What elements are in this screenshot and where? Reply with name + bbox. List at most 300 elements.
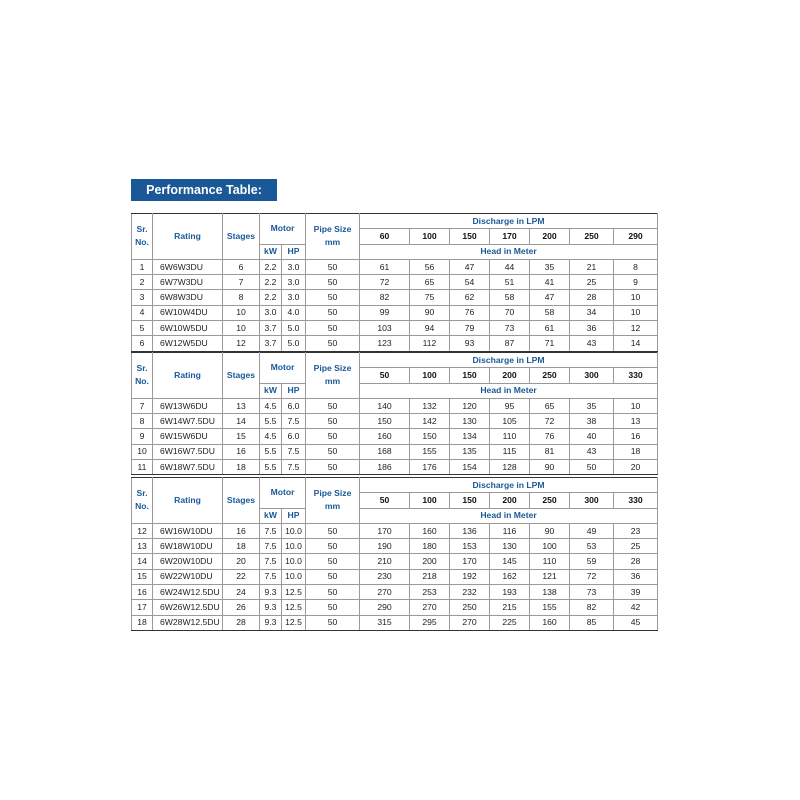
sr-no-cell: 11 [132, 460, 153, 475]
kw-cell: 9.3 [260, 615, 282, 630]
kw-cell: 7.5 [260, 554, 282, 569]
head-cell: 65 [530, 398, 570, 413]
stages-cell: 18 [223, 539, 260, 554]
stages-cell: 10 [223, 305, 260, 320]
flow-value: 60 [360, 229, 410, 244]
flow-value: 200 [490, 493, 530, 508]
head-cell: 58 [490, 290, 530, 305]
pipe-size-cell: 50 [306, 336, 360, 351]
head-cell: 72 [530, 414, 570, 429]
head-cell: 115 [490, 444, 530, 459]
table-row [132, 585, 712, 600]
head-cell: 250 [450, 600, 490, 615]
head-cell: 85 [570, 615, 614, 630]
rating-cell: 6W18W10DU [153, 539, 223, 554]
rating-cell: 6W8W3DU [153, 290, 223, 305]
pipe-size-cell: 50 [306, 305, 360, 320]
sr-no-header [132, 478, 153, 524]
hp-cell: 3.0 [282, 275, 306, 290]
head-cell: 23 [614, 523, 658, 538]
stages-cell: 10 [223, 321, 260, 336]
stages-cell: 24 [223, 585, 260, 600]
table-row [132, 460, 712, 475]
kw-cell: 4.5 [260, 398, 282, 413]
sr-label: Sr. [136, 363, 148, 374]
pipe-size-cell: 50 [306, 615, 360, 630]
rating-cell: 6W10W5DU [153, 321, 223, 336]
pipe-size-cell: 50 [306, 444, 360, 459]
head-cell: 218 [410, 569, 450, 584]
head-cell: 105 [490, 414, 530, 429]
sr-no-cell: 15 [132, 569, 153, 584]
rating-header: Rating [153, 353, 223, 399]
stages-header: Stages [223, 214, 260, 260]
head-cell: 76 [450, 305, 490, 320]
hp-header: HP [282, 383, 306, 398]
head-cell: 295 [410, 615, 450, 630]
table-row [132, 429, 712, 444]
performance-table-1 [131, 213, 712, 352]
header-row [132, 353, 712, 368]
pipe-size-cell: 50 [306, 569, 360, 584]
sr-no-cell: 17 [132, 600, 153, 615]
sr-no-cell: 2 [132, 275, 153, 290]
flow-value: 50 [360, 493, 410, 508]
stages-cell: 28 [223, 615, 260, 630]
sr-label: Sr. [136, 224, 148, 235]
sr-label: Sr. [136, 488, 148, 499]
kw-cell: 4.5 [260, 429, 282, 444]
head-cell: 75 [410, 290, 450, 305]
head-cell: 10 [614, 305, 658, 320]
head-cell: 112 [410, 336, 450, 351]
sr-no-cell: 6 [132, 336, 153, 351]
flow-value: 200 [490, 368, 530, 383]
rating-cell: 6W15W6DU [153, 429, 223, 444]
hp-cell: 3.0 [282, 259, 306, 274]
flow-value: 150 [450, 229, 490, 244]
pipe-size-label: Pipe Size [313, 363, 352, 374]
pipe-unit-label: mm [324, 237, 341, 248]
no-label: No. [135, 501, 149, 512]
stages-cell: 6 [223, 259, 260, 274]
pipe-size-cell: 50 [306, 321, 360, 336]
head-cell: 90 [410, 305, 450, 320]
head-cell: 232 [450, 585, 490, 600]
head-cell: 28 [570, 290, 614, 305]
head-cell: 134 [450, 429, 490, 444]
rating-cell: 6W18W7.5DU [153, 460, 223, 475]
hp-header: HP [282, 244, 306, 259]
hp-cell: 12.5 [282, 585, 306, 600]
head-cell: 36 [614, 569, 658, 584]
kw-cell: 5.5 [260, 460, 282, 475]
head-cell: 160 [360, 429, 410, 444]
head-cell: 253 [410, 585, 450, 600]
head-cell: 49 [570, 523, 614, 538]
head-cell: 72 [360, 275, 410, 290]
head-cell: 290 [360, 600, 410, 615]
pipe-size-cell: 50 [306, 539, 360, 554]
hp-cell: 6.0 [282, 429, 306, 444]
flow-value: 250 [570, 229, 614, 244]
head-cell: 53 [570, 539, 614, 554]
head-header: Head in Meter [360, 244, 658, 259]
kw-cell: 5.5 [260, 414, 282, 429]
head-header: Head in Meter [360, 508, 658, 523]
head-cell: 135 [450, 444, 490, 459]
sr-no-header [132, 214, 153, 260]
table-row [132, 259, 712, 274]
sr-no-cell: 16 [132, 585, 153, 600]
hp-cell: 7.5 [282, 444, 306, 459]
stages-header: Stages [223, 353, 260, 399]
head-cell: 45 [614, 615, 658, 630]
table-row [132, 414, 712, 429]
performance-table-title: Performance Table: [131, 179, 277, 201]
head-cell: 50 [570, 460, 614, 475]
table-row [132, 305, 712, 320]
head-cell: 136 [450, 523, 490, 538]
head-cell: 110 [490, 429, 530, 444]
table-header [132, 353, 712, 399]
head-cell: 93 [450, 336, 490, 351]
performance-table-3 [131, 477, 712, 631]
head-cell: 12 [614, 321, 658, 336]
head-cell: 225 [490, 615, 530, 630]
head-cell: 35 [570, 398, 614, 413]
head-cell: 14 [614, 336, 658, 351]
head-cell: 28 [614, 554, 658, 569]
head-cell: 73 [490, 321, 530, 336]
hp-cell: 12.5 [282, 600, 306, 615]
hp-cell: 7.5 [282, 414, 306, 429]
head-cell: 103 [360, 321, 410, 336]
head-cell: 142 [410, 414, 450, 429]
sr-no-cell: 8 [132, 414, 153, 429]
rating-cell: 6W22W10DU [153, 569, 223, 584]
rating-cell: 6W26W12.5DU [153, 600, 223, 615]
head-cell: 61 [360, 259, 410, 274]
sr-no-cell: 18 [132, 615, 153, 630]
kw-cell: 7.5 [260, 539, 282, 554]
hp-cell: 4.0 [282, 305, 306, 320]
sr-no-cell: 14 [132, 554, 153, 569]
head-cell: 100 [530, 539, 570, 554]
head-cell: 71 [530, 336, 570, 351]
flow-value: 200 [530, 229, 570, 244]
head-cell: 44 [490, 259, 530, 274]
motor-header: Motor [260, 214, 306, 245]
hp-cell: 3.0 [282, 290, 306, 305]
table-row [132, 600, 712, 615]
head-cell: 130 [490, 539, 530, 554]
head-cell: 128 [490, 460, 530, 475]
head-cell: 90 [530, 460, 570, 475]
table-row [132, 569, 712, 584]
head-cell: 79 [450, 321, 490, 336]
head-cell: 61 [530, 321, 570, 336]
head-cell: 43 [570, 336, 614, 351]
stages-cell: 8 [223, 290, 260, 305]
flow-value: 50 [360, 368, 410, 383]
head-cell: 123 [360, 336, 410, 351]
table-row [132, 615, 712, 630]
head-cell: 47 [450, 259, 490, 274]
head-cell: 153 [450, 539, 490, 554]
head-cell: 87 [490, 336, 530, 351]
head-cell: 230 [360, 569, 410, 584]
head-cell: 58 [530, 305, 570, 320]
discharge-header: Discharge in LPM [360, 478, 658, 493]
flow-value: 300 [570, 493, 614, 508]
head-cell: 150 [360, 414, 410, 429]
sr-no-cell: 3 [132, 290, 153, 305]
head-cell: 315 [360, 615, 410, 630]
flow-value: 170 [490, 229, 530, 244]
pipe-size-header [306, 214, 360, 260]
sr-no-cell: 7 [132, 398, 153, 413]
pipe-size-cell: 50 [306, 290, 360, 305]
sr-no-cell: 4 [132, 305, 153, 320]
head-cell: 200 [410, 554, 450, 569]
flow-value: 300 [570, 368, 614, 383]
head-cell: 270 [410, 600, 450, 615]
head-cell: 65 [410, 275, 450, 290]
pipe-size-cell: 50 [306, 398, 360, 413]
head-cell: 81 [530, 444, 570, 459]
pipe-size-cell: 50 [306, 460, 360, 475]
head-cell: 270 [450, 615, 490, 630]
flow-value: 150 [450, 368, 490, 383]
head-cell: 25 [570, 275, 614, 290]
no-label: No. [135, 376, 149, 387]
head-cell: 34 [570, 305, 614, 320]
kw-header: kW [260, 508, 282, 523]
head-cell: 170 [450, 554, 490, 569]
motor-header: Motor [260, 353, 306, 384]
sr-no-cell: 12 [132, 523, 153, 538]
head-cell: 132 [410, 398, 450, 413]
head-cell: 36 [570, 321, 614, 336]
pipe-size-header [306, 478, 360, 524]
rating-cell: 6W20W10DU [153, 554, 223, 569]
flow-value: 100 [410, 493, 450, 508]
stages-cell: 18 [223, 460, 260, 475]
stages-cell: 7 [223, 275, 260, 290]
head-cell: 193 [490, 585, 530, 600]
head-cell: 155 [530, 600, 570, 615]
head-cell: 21 [570, 259, 614, 274]
head-cell: 70 [490, 305, 530, 320]
rating-header: Rating [153, 214, 223, 260]
head-cell: 40 [570, 429, 614, 444]
hp-cell: 7.5 [282, 460, 306, 475]
head-cell: 38 [570, 414, 614, 429]
head-cell: 43 [570, 444, 614, 459]
hp-cell: 5.0 [282, 336, 306, 351]
head-cell: 13 [614, 414, 658, 429]
head-cell: 8 [614, 259, 658, 274]
kw-cell: 5.5 [260, 444, 282, 459]
discharge-header: Discharge in LPM [360, 214, 658, 229]
pipe-unit-label: mm [324, 501, 341, 512]
performance-table-2 [131, 352, 712, 475]
pipe-size-label: Pipe Size [313, 224, 352, 235]
head-cell: 110 [530, 554, 570, 569]
kw-header: kW [260, 244, 282, 259]
hp-cell: 6.0 [282, 398, 306, 413]
head-cell: 10 [614, 398, 658, 413]
head-cell: 140 [360, 398, 410, 413]
flow-value: 150 [450, 493, 490, 508]
sr-no-cell: 9 [132, 429, 153, 444]
table-row [132, 444, 712, 459]
pipe-size-header [306, 353, 360, 399]
sr-no-cell: 5 [132, 321, 153, 336]
stages-cell: 14 [223, 414, 260, 429]
kw-cell: 2.2 [260, 290, 282, 305]
head-cell: 160 [530, 615, 570, 630]
sr-no-cell: 13 [132, 539, 153, 554]
flow-value: 290 [614, 229, 658, 244]
pipe-size-cell: 50 [306, 600, 360, 615]
head-cell: 180 [410, 539, 450, 554]
kw-cell: 2.2 [260, 275, 282, 290]
head-cell: 170 [360, 523, 410, 538]
kw-cell: 3.0 [260, 305, 282, 320]
kw-cell: 7.5 [260, 523, 282, 538]
table-row [132, 290, 712, 305]
head-cell: 120 [450, 398, 490, 413]
pipe-size-cell: 50 [306, 523, 360, 538]
head-cell: 215 [490, 600, 530, 615]
head-cell: 168 [360, 444, 410, 459]
head-cell: 154 [450, 460, 490, 475]
head-header: Head in Meter [360, 383, 658, 398]
rating-cell: 6W24W12.5DU [153, 585, 223, 600]
sr-no-cell: 10 [132, 444, 153, 459]
head-cell: 90 [530, 523, 570, 538]
stages-cell: 20 [223, 554, 260, 569]
kw-cell: 7.5 [260, 569, 282, 584]
table-row [132, 523, 712, 538]
hp-cell: 10.0 [282, 539, 306, 554]
head-cell: 94 [410, 321, 450, 336]
head-cell: 18 [614, 444, 658, 459]
stages-cell: 22 [223, 569, 260, 584]
rating-header: Rating [153, 478, 223, 524]
flow-value: 250 [530, 368, 570, 383]
kw-cell: 9.3 [260, 600, 282, 615]
flow-value: 330 [614, 368, 658, 383]
sr-no-cell: 1 [132, 259, 153, 274]
discharge-header: Discharge in LPM [360, 353, 658, 368]
head-cell: 192 [450, 569, 490, 584]
head-cell: 10 [614, 290, 658, 305]
head-cell: 150 [410, 429, 450, 444]
head-cell: 20 [614, 460, 658, 475]
head-cell: 16 [614, 429, 658, 444]
no-label: No. [135, 237, 149, 248]
head-cell: 47 [530, 290, 570, 305]
head-cell: 62 [450, 290, 490, 305]
kw-cell: 9.3 [260, 585, 282, 600]
head-cell: 35 [530, 259, 570, 274]
head-cell: 155 [410, 444, 450, 459]
stages-cell: 16 [223, 523, 260, 538]
hp-header: HP [282, 508, 306, 523]
head-cell: 76 [530, 429, 570, 444]
head-cell: 138 [530, 585, 570, 600]
head-cell: 56 [410, 259, 450, 274]
kw-cell: 2.2 [260, 259, 282, 274]
head-cell: 145 [490, 554, 530, 569]
pipe-size-cell: 50 [306, 275, 360, 290]
head-cell: 82 [360, 290, 410, 305]
head-cell: 42 [614, 600, 658, 615]
table-header [132, 478, 712, 524]
flow-value: 250 [530, 493, 570, 508]
table-row [132, 539, 712, 554]
rating-cell: 6W7W3DU [153, 275, 223, 290]
head-cell: 39 [614, 585, 658, 600]
head-cell: 190 [360, 539, 410, 554]
head-cell: 186 [360, 460, 410, 475]
head-cell: 210 [360, 554, 410, 569]
head-cell: 116 [490, 523, 530, 538]
flow-value: 330 [614, 493, 658, 508]
rating-cell: 6W14W7.5DU [153, 414, 223, 429]
rating-cell: 6W13W6DU [153, 398, 223, 413]
stages-cell: 12 [223, 336, 260, 351]
header-row [132, 214, 712, 229]
head-cell: 121 [530, 569, 570, 584]
rating-cell: 6W10W4DU [153, 305, 223, 320]
table-body [132, 523, 712, 630]
pipe-size-label: Pipe Size [313, 488, 352, 499]
stages-cell: 13 [223, 398, 260, 413]
head-cell: 130 [450, 414, 490, 429]
kw-cell: 3.7 [260, 336, 282, 351]
head-cell: 73 [570, 585, 614, 600]
stages-cell: 26 [223, 600, 260, 615]
table-row [132, 398, 712, 413]
stages-cell: 15 [223, 429, 260, 444]
head-cell: 162 [490, 569, 530, 584]
hp-cell: 10.0 [282, 554, 306, 569]
stages-cell: 16 [223, 444, 260, 459]
table-body [132, 398, 712, 474]
head-cell: 9 [614, 275, 658, 290]
flow-value: 100 [410, 229, 450, 244]
hp-cell: 5.0 [282, 321, 306, 336]
table-header [132, 214, 712, 260]
pipe-size-cell: 50 [306, 554, 360, 569]
rating-cell: 6W28W12.5DU [153, 615, 223, 630]
head-cell: 51 [490, 275, 530, 290]
table-row [132, 275, 712, 290]
table-body [132, 259, 712, 351]
flow-value: 100 [410, 368, 450, 383]
table-row [132, 321, 712, 336]
head-cell: 41 [530, 275, 570, 290]
sr-no-header [132, 353, 153, 399]
head-cell: 25 [614, 539, 658, 554]
head-cell: 59 [570, 554, 614, 569]
table-row [132, 554, 712, 569]
head-cell: 270 [360, 585, 410, 600]
